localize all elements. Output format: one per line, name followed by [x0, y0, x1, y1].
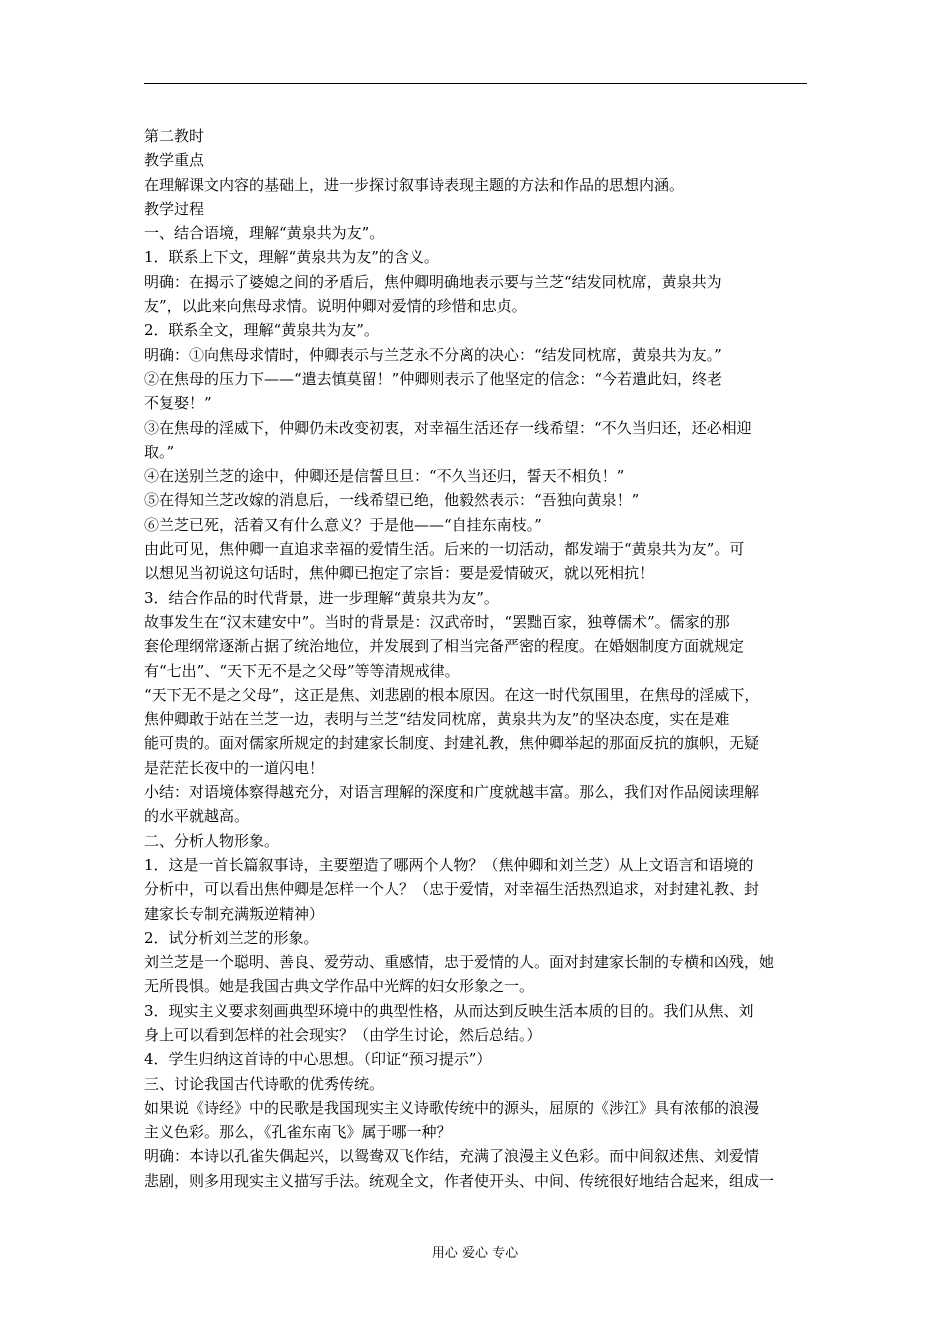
text-line: 明确：在揭示了婆媳之间的矛盾后，焦仲卿明确地表示要与兰芝“结发同枕席，黄泉共为 — [144, 272, 722, 291]
text-line: 1．联系上下文，理解“黄泉共为友”的含义。 — [144, 248, 439, 267]
text-line: 教学过程 — [144, 199, 205, 218]
text-line: 由此可见，焦仲卿一直追求幸福的爱情生活。后来的一切活动，都发端于“黄泉共为友”。可 — [144, 540, 745, 559]
text-line: 三、讨论我国古代诗歌的优秀传统。 — [144, 1074, 385, 1093]
text-line: 友”，以此来向焦母求情。说明仲卿对爱情的珍惜和忠贞。 — [144, 297, 527, 316]
text-line: 能可贵的。面对儒家所规定的封建家长制度、封建礼教，焦仲卿举起的那面反抗的旗帜，无疑 — [144, 734, 760, 753]
text-line: 4．学生归纳这首诗的中心思想。（印证“预习提示”） — [144, 1050, 492, 1069]
text-line: 刘兰芝是一个聪明、善良、爱劳动、重感情，忠于爱情的人。面对封建家长制的专横和凶残，她 — [144, 953, 775, 972]
text-line: 一、结合语境，理解“黄泉共为友”。 — [144, 224, 385, 243]
text-line: 建家长专制充满叛逆精神） — [144, 904, 325, 923]
text-line: 2．联系全文，理解“黄泉共为友”。 — [144, 321, 379, 340]
text-line: 3．结合作品的时代背景，进一步理解“黄泉共为友”。 — [144, 588, 499, 607]
text-line: 3．现实主义要求刻画典型环境中的典型性格，从而达到反映生活本质的目的。我们从焦、刘 — [144, 1001, 754, 1020]
text-line: 是茫茫长夜中的一道闪电！ — [144, 758, 325, 777]
text-line: ④在送别兰芝的途中，仲卿还是信誓旦旦：“不久当还归，誓天不相负！” — [144, 467, 625, 486]
text-line: 以想见当初说这句话时，焦仲卿已抱定了宗旨：要是爱情破灭，就以死相抗！ — [144, 564, 655, 583]
page-footer: 用心 爱心 专心 — [431, 1246, 519, 1261]
text-line: 1．这是一首长篇叙事诗，主要塑造了哪两个人物？（焦仲卿和刘兰芝）从上文语言和语境的 — [144, 855, 754, 874]
text-line: 2．试分析刘兰芝的形象。 — [144, 928, 319, 947]
text-line: 如果说《诗经》中的民歌是我国现实主义诗歌传统中的源头，屈原的《涉江》具有浓郁的浪漫 — [144, 1098, 760, 1117]
text-line: ③在焦母的淫威下，仲卿仍未改变初衷，对幸福生活还存一线希望：“不久当归还，还必相迎 — [144, 418, 752, 437]
text-line: 有“七出”、“天下无不是之父母”等等清规戒律。 — [144, 661, 460, 680]
text-line: ②在焦母的压力下——“遣去慎莫留！”仲卿则表示了他坚定的信念：“今若遣此妇，终老 — [144, 369, 723, 388]
text-line: 第二教时 — [144, 127, 205, 145]
text-line: ⑤在得知兰芝改嫁的消息后，一线希望已绝，他毅然表示：“吾独向黄泉！” — [144, 491, 640, 510]
text-line: 焦仲卿敢于站在兰芝一边，表明与兰芝“结发同枕席，黄泉共为友”的坚决态度，实在是难 — [144, 710, 730, 729]
text-line: 的水平就越高。 — [144, 807, 250, 826]
text-line: 主义色彩。那么，《孔雀东南飞》属于哪一种？ — [144, 1123, 452, 1142]
text-line: 小结：对语境体察得越充分，对语言理解的深度和广度就越丰富。那么，我们对作品阅读理解 — [144, 783, 760, 802]
text-line: 套伦理纲常逐渐占据了统治地位，并发展到了相当完备严密的程度。在婚姻制度方面就规定 — [144, 637, 745, 656]
text-line: 故事发生在“汉末建安中”。当时的背景是：汉武帝时，“罢黜百家，独尊儒术”。儒家的那 — [144, 612, 730, 631]
text-line: 明确：本诗以孔雀失偶起兴，以鸳鸯双飞作结，充满了浪漫主义色彩。而中间叙述焦、刘爱情 — [144, 1147, 760, 1166]
text-line: 取。” — [144, 442, 175, 461]
text-line: 在理解课文内容的基础上，进一步探讨叙事诗表现主题的方法和作品的思想内涵。 — [144, 175, 685, 194]
text-line: 不复娶！” — [144, 394, 212, 413]
document-body — [144, 124, 808, 1193]
text-line: 二、分析人物形象。 — [144, 831, 280, 850]
text-line: 分析中，可以看出焦仲卿是怎样一个人？（忠于爱情，对幸福生活热烈追求，对封建礼教、封 — [144, 880, 760, 899]
text-line: 身上可以看到怎样的社会现实？（由学生讨论，然后总结。） — [144, 1025, 542, 1044]
text-line: ⑥兰芝已死，活着又有什么意义？于是他——“自挂东南枝。” — [144, 515, 542, 534]
text-line: “天下无不是之父母”，这正是焦、刘悲剧的根本原因。在这一时代氛围里，在焦母的淫威下， — [144, 685, 760, 704]
text-line: 无所畏惧。她是我国古典文学作品中光辉的妇女形象之一。 — [144, 977, 535, 996]
text-line: 教学重点 — [144, 151, 205, 170]
text-line: 悲剧，则多用现实主义描写手法。统观全文，作者使开头、中间、传统很好地结合起来，组成一 — [144, 1171, 775, 1190]
text-line: 明确：①向焦母求情时，仲卿表示与兰芝永不分离的决心：“结发同枕席，黄泉共为友。” — [144, 345, 722, 364]
header-rule — [144, 83, 807, 84]
